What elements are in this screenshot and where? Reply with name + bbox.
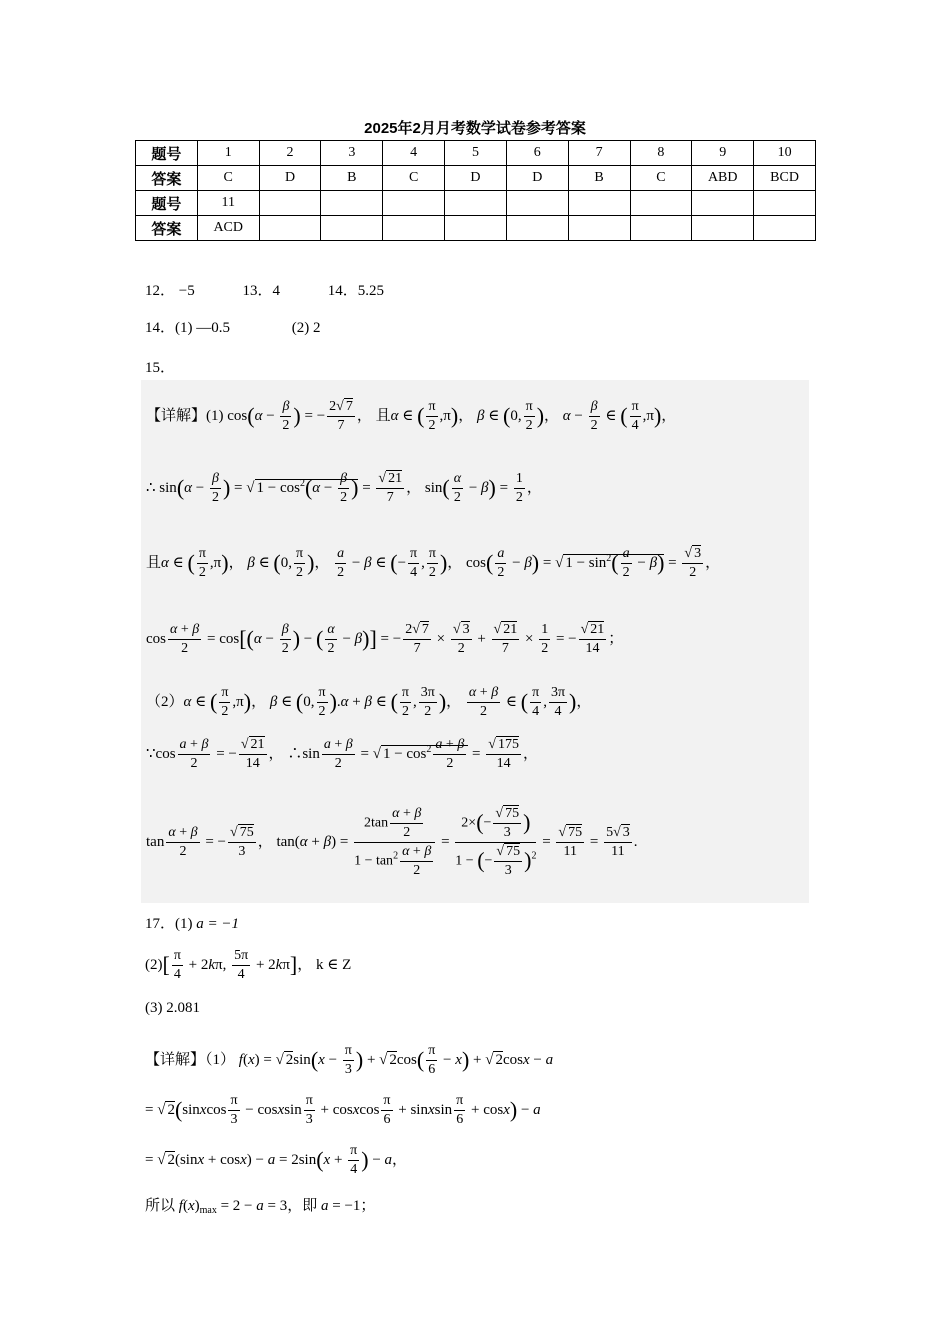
table-cell [259, 191, 321, 216]
table-cell: 6 [506, 141, 568, 166]
question-15-number: 15． [145, 360, 176, 376]
table-cell: D [445, 166, 507, 191]
sol15-line-3: 且α ∈ ( $\frac{\pi}{2}$ ,π)， β ∈ (0, $\frac{\pi}{2}$ )， $\frac{a}{2}$ − β ∈ (− $\frac{\pi}{4}$ , $\frac{\pi}{2}$ )， cos( $\frac{a}{2}$ − β) = √ $1 - \sin^2$( $\frac{a}{2}$ − β) = $\frac{√ 3}{2}$ ， [146, 546, 721, 580]
answer-14-part1: 14．(1) —0.5 [145, 320, 230, 336]
table-row-header: 题号 [136, 141, 198, 166]
sol15-line-4: cos $\frac{\alpha + \beta}{2}$ = cos[(α − $\frac{\beta}{2}$ ) − ( $\frac{\alpha}{2}$ − β)] = − $\frac{2√ 7}{7}$ × $\frac{√ 3}{2}$ + $\frac{√ 21}{7}$ × $\frac{1}{2}$ = − $\frac{√ 21}{14}$ ； [146, 622, 624, 656]
solution-15-box [141, 380, 809, 903]
answer-table [135, 140, 816, 241]
sol17-line-2: = √ 2(sinxcos $\frac{\pi}{3}$ − cosxsin $\frac{\pi}{3}$ + cosxcos $\frac{\pi}{6}$ + sinxsin $\frac{\pi}{6}$ + cosx) − a [145, 1093, 541, 1127]
table-cell: 4 [383, 141, 445, 166]
table-cell: C [383, 166, 445, 191]
answer-12: 12． −5 [145, 283, 195, 299]
sol17-line-1: 【详解】（1） f(x) = √ 2sin(x − $\frac{\pi}{3}$ ) + √ 2cos( $\frac{\pi}{6}$ − x) + √ 2cosx − a [145, 1043, 554, 1077]
answer-line-14b [145, 316, 321, 337]
sol17-line-3: = √ 2(sinx + cosx) − a = 2sin(x + $\frac{\pi}{4}$ ) − a， [145, 1143, 408, 1177]
answer-13: 13．4 [242, 283, 280, 299]
table-row-header: 答案 [136, 216, 198, 241]
table-cell [445, 216, 507, 241]
table-cell: B [568, 166, 630, 191]
sol15-line-1: 【详解】(1) cos(α − $\frac{\beta}{2}$ ) = − $\frac{2√ 7}{7}$ ， 且α ∈ ( $\frac{\pi}{2}$ ,π)， β ∈ (0, $\frac{\pi}{2}$ )， α − $\frac{\beta}{2}$ ∈ ( $\frac{\pi}{4}$ ,π)， [146, 399, 677, 433]
table-cell: BCD [754, 166, 816, 191]
table-cell [754, 191, 816, 216]
table-cell [692, 216, 754, 241]
table-cell [692, 191, 754, 216]
answer-17-2: (2)[ $\frac{\pi}{4}$ + 2kπ, $\frac{5\pi}{4}$ + 2kπ]， k ∈ Z [145, 948, 352, 982]
sol15-line-5: （2）α ∈ ( $\frac{\pi}{2}$ ,π)， β ∈ (0, $\frac{\pi}{2}$ ).α + β ∈ ( $\frac{\pi}{2}$ , $\frac{3\pi}{2}$ )， $\frac{\alpha + \beta}{2}$ ∈ ( $\frac{\pi}{4}$ , $\frac{3\pi}{4}$ )， [146, 685, 592, 719]
page-title: 2025年2月月考数学试卷参考答案 [364, 120, 586, 137]
table-cell: 8 [630, 141, 692, 166]
sol17-line-4: 所以 $f(x)_{max} = 2 - a = 3$，即 a = −1； [145, 1198, 376, 1216]
table-cell: ACD [197, 216, 259, 241]
table-cell [506, 216, 568, 241]
detail-label: 【详解】 [146, 407, 207, 424]
answer-17-1: 17．(1) a = −1 [145, 916, 239, 932]
table-cell: 5 [445, 141, 507, 166]
sol15-line-2: ∴ sin(α − $\frac{\beta}{2}$ ) = √ $1 - \cos^2(\alpha$ − $\frac{\beta}{2}$ ) = $\frac{√ 21}{7}$ ， sin( $\frac{\alpha}{2}$ − β) = $\frac{1}{2}$ ， [146, 471, 542, 505]
table-cell [754, 216, 816, 241]
table-cell [630, 191, 692, 216]
table-cell: C [197, 166, 259, 191]
table-cell [321, 216, 383, 241]
table-cell [506, 191, 568, 216]
table-cell: D [506, 166, 568, 191]
table-cell: D [259, 166, 321, 191]
sol15-line-7: tan $\frac{\alpha + \beta}{2}$ = − $\frac{√ 75}{3}$ ， tan(α + β) = 2tan $\frac{\alpha + \beta}{2}$ $1 - \tan^2$ $\frac{\alpha + \beta}{2}$ = 2×(− $\frac{√ 75}{3}$ ) 1 − (− $\frac{√ 75}{3}$ )$^2$ = $\frac{√ 75}{11}$ = $\frac{5√ 3}{11}$ . [146, 806, 638, 878]
table-row-header: 题号 [136, 191, 198, 216]
table-row [136, 216, 816, 241]
table-cell: 7 [568, 141, 630, 166]
table-cell: 2 [259, 141, 321, 166]
table-cell [321, 191, 383, 216]
table-cell [445, 191, 507, 216]
answer-14: 14．5.25 [327, 283, 384, 299]
table-cell: C [630, 166, 692, 191]
answer-line-12-14 [145, 279, 384, 300]
answer-14-part2: (2) 2 [291, 320, 321, 336]
table-cell: 3 [321, 141, 383, 166]
table-cell [383, 216, 445, 241]
table-cell [630, 216, 692, 241]
table-row [136, 141, 816, 166]
table-cell [568, 216, 630, 241]
table-row [136, 166, 816, 191]
table-cell [259, 216, 321, 241]
table-cell: 10 [754, 141, 816, 166]
table-row [136, 191, 816, 216]
table-cell [383, 191, 445, 216]
answer-17-3: (3) 2.081 [145, 1000, 200, 1016]
sol15-line-6: ∵cos $\frac{a + \beta}{2}$ = − $\frac{√ 21}{14}$ ， ∴sin $\frac{a + \beta}{2}$ = √ $1 - \cos^2$ $\frac{a + \beta}{2}$ = $\frac{√ 175}{14}$ ， [146, 737, 538, 771]
table-cell: 11 [197, 191, 259, 216]
table-cell [568, 191, 630, 216]
table-row-header: 答案 [136, 166, 198, 191]
table-cell: 9 [692, 141, 754, 166]
table-cell: B [321, 166, 383, 191]
table-cell: 1 [197, 141, 259, 166]
table-cell: ABD [692, 166, 754, 191]
